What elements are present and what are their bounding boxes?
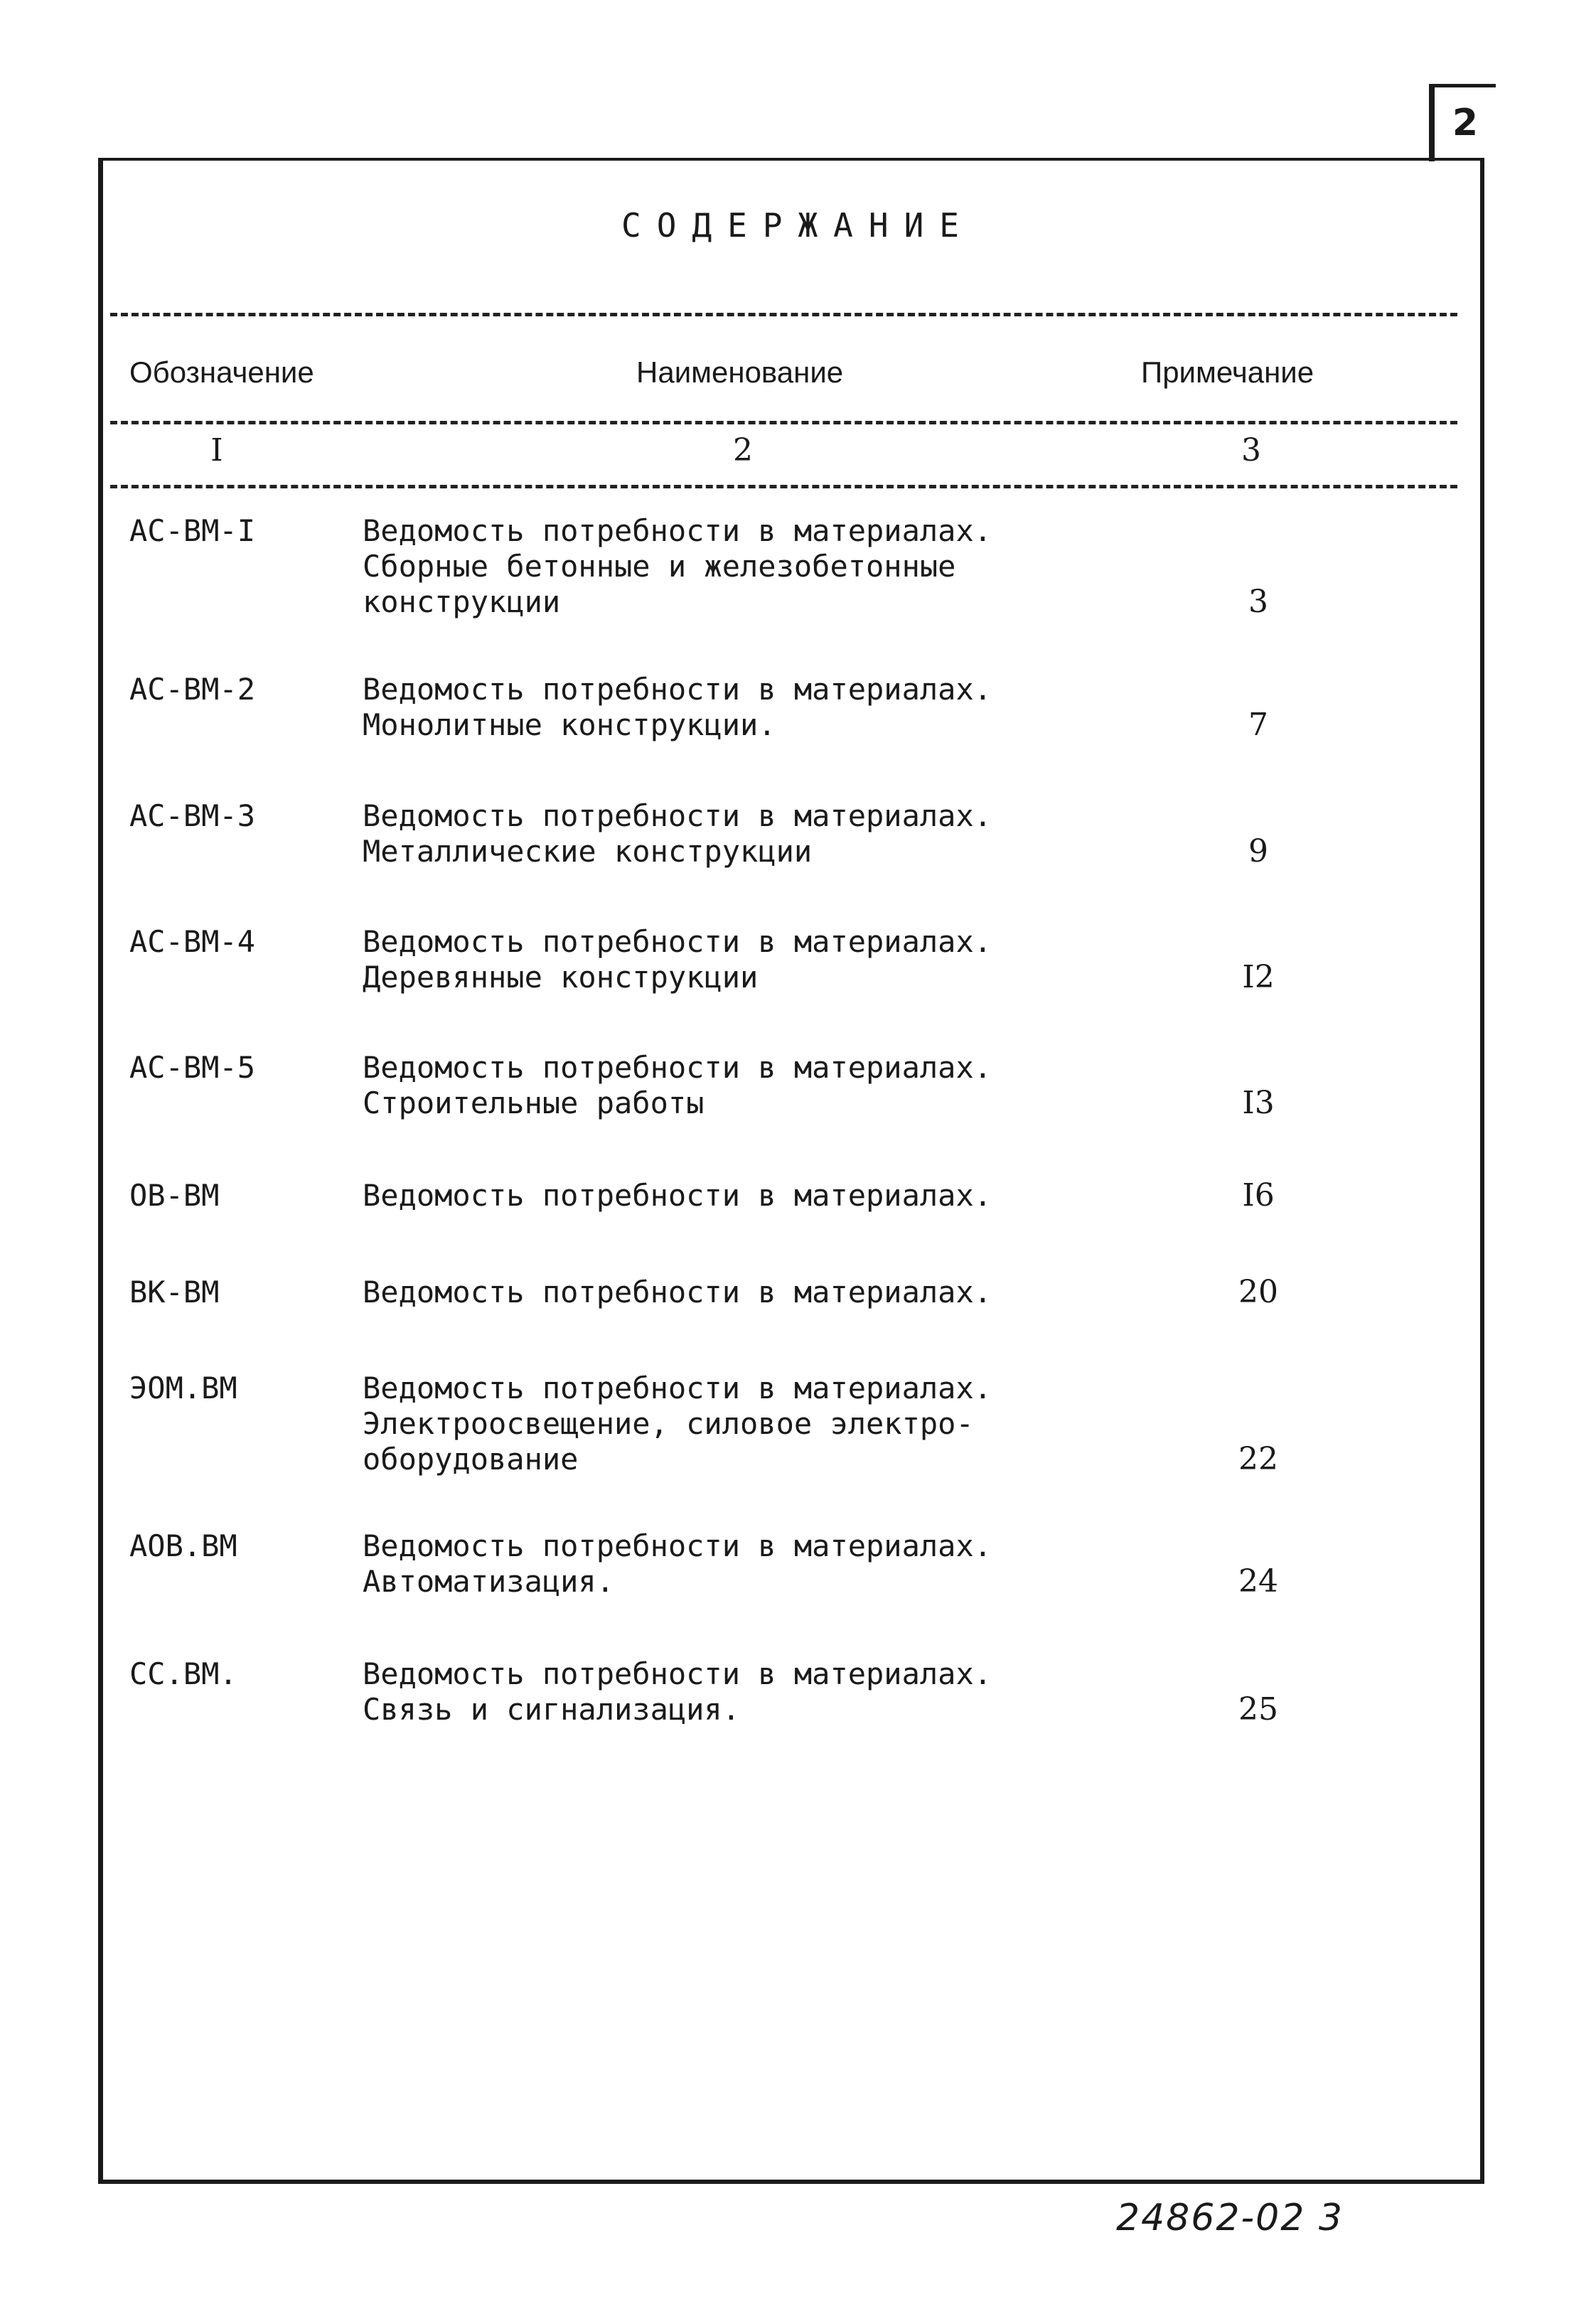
- column-number-2: 2: [733, 432, 753, 468]
- page-title: СОДЕРЖАНИЕ: [621, 206, 975, 245]
- row-designation: ОВ-ВМ: [129, 1178, 220, 1213]
- header-mid-rule: [110, 421, 1457, 424]
- row-designation: ВК-ВМ: [129, 1275, 220, 1309]
- row-name: Ведомость потребности в материалах. Связь и сигнализация.: [363, 1656, 992, 1727]
- header-name: Наименование: [636, 355, 844, 389]
- row-note: 7: [1248, 707, 1268, 743]
- header-designation: Обозначение: [129, 355, 314, 389]
- row-note: 3: [1248, 584, 1268, 620]
- row-name: Ведомость потребности в материалах. Металлические конструкции: [363, 798, 992, 869]
- header-note: Примечание: [1141, 355, 1314, 389]
- row-name: Ведомость потребности в материалах. Электроосвещение, силовое электро- оборудование: [363, 1371, 992, 1477]
- row-designation: АС-ВМ-5: [129, 1050, 256, 1085]
- row-name: Ведомость потребности в материалах. Монолитные конструкции.: [363, 672, 992, 742]
- row-note: 22: [1238, 1441, 1278, 1477]
- row-name: Ведомость потребности в материалах.: [363, 1275, 992, 1309]
- row-designation: АС-ВМ-2: [129, 672, 256, 707]
- row-note: 24: [1238, 1563, 1278, 1600]
- column-number-3: 3: [1241, 432, 1261, 468]
- row-name: Ведомость потребности в материалах.: [363, 1178, 992, 1213]
- row-note: 25: [1238, 1691, 1278, 1727]
- row-designation: АС-ВМ-3: [129, 798, 256, 833]
- row-note: 9: [1248, 833, 1268, 869]
- row-designation: ЭОМ.ВМ: [129, 1371, 237, 1405]
- row-note: I3: [1242, 1085, 1275, 1121]
- row-name: Ведомость потребности в материалах. Строительные работы: [363, 1050, 992, 1120]
- document-code: 24862-02 3: [1116, 2197, 1344, 2239]
- column-number-1: I: [210, 432, 223, 468]
- header-top-rule: [110, 313, 1457, 316]
- row-designation: АС-ВМ-I: [129, 513, 256, 548]
- row-name: Ведомость потребности в материалах. Автоматизация.: [363, 1528, 992, 1599]
- row-name: Ведомость потребности в материалах. Сборные бетонные и железобетонные конструкции: [363, 513, 992, 619]
- row-note: I6: [1242, 1177, 1275, 1214]
- row-designation: АОВ.ВМ: [129, 1528, 237, 1563]
- row-designation: АС-ВМ-4: [129, 924, 256, 959]
- row-note: I2: [1242, 959, 1275, 995]
- row-note: 20: [1238, 1274, 1278, 1310]
- header-bottom-rule: [110, 485, 1457, 488]
- sheet-number: 2: [1429, 84, 1496, 161]
- row-name: Ведомость потребности в материалах. Деревянные конструкции: [363, 924, 992, 995]
- row-designation: СС.ВМ.: [129, 1656, 237, 1691]
